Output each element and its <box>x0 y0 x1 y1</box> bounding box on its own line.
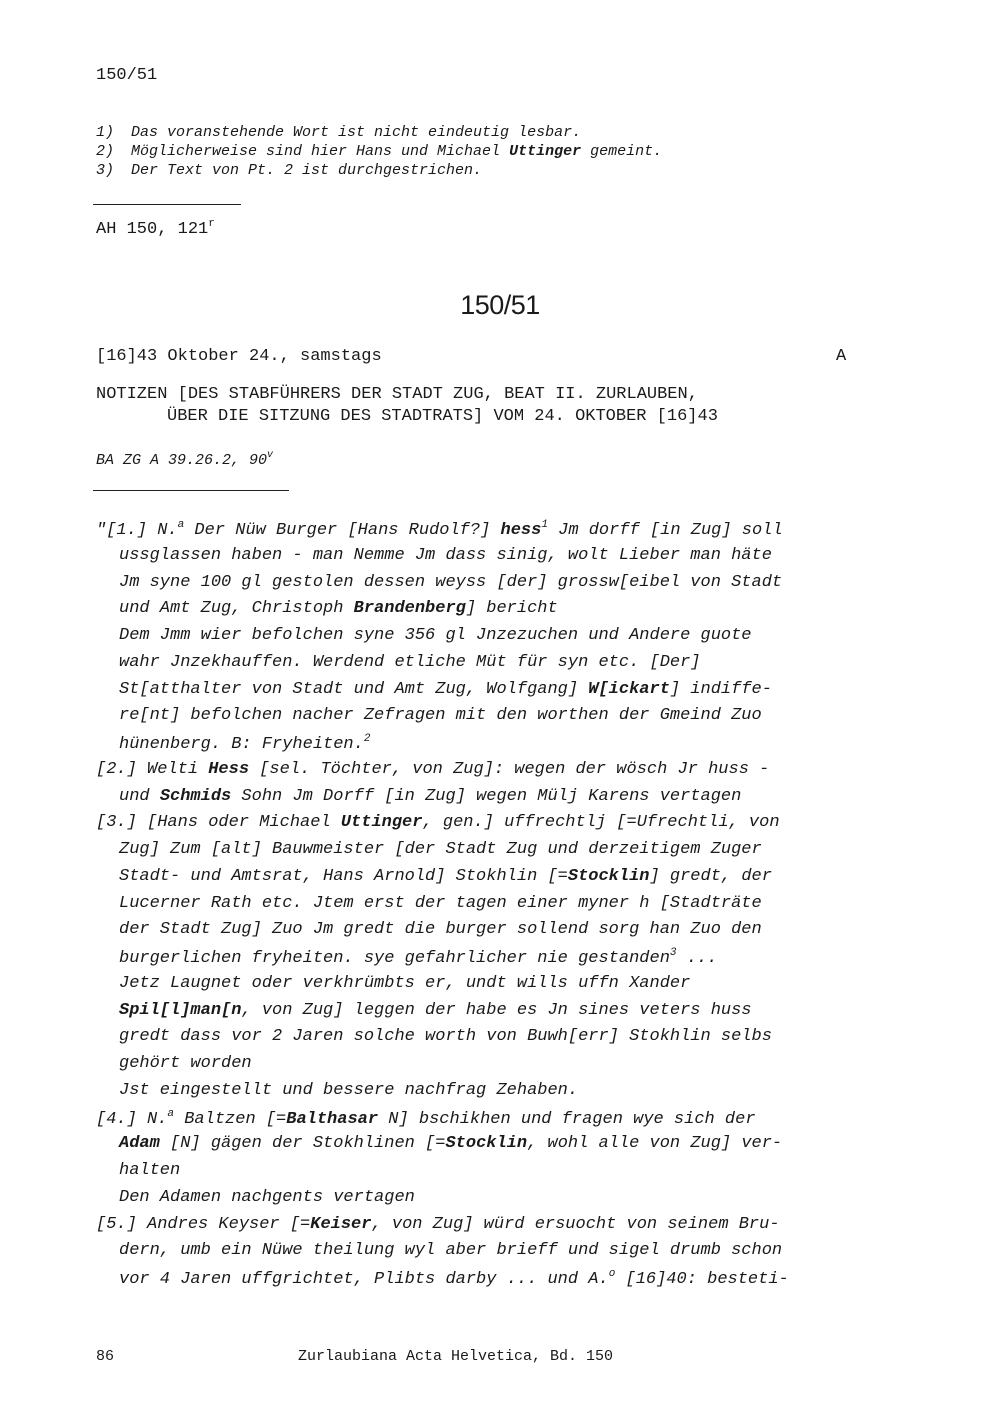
text-run: ] gredt, der <box>649 866 772 886</box>
text-run: Stadt- und Amtsrat, Hans Arnold] Stokhlin [= <box>119 866 568 886</box>
text-line <box>119 840 762 859</box>
text-run: vor 4 Jaren uffgrichtet, Plibts darby ... und A. <box>119 1270 609 1289</box>
text-run: [4.] N. <box>96 1109 168 1129</box>
superscript: o <box>608 1268 616 1280</box>
text-line <box>119 1188 415 1207</box>
text-run: Jm dorff [in Zug] soll <box>547 521 783 540</box>
text-line <box>119 1134 782 1153</box>
text-line <box>119 867 772 886</box>
bold-name: Uttinger <box>509 143 582 160</box>
document-date: [16]43 Oktober 24., samstags <box>96 347 382 366</box>
text-run: Der Nüw Burger [Hans Rudolf?] <box>184 521 501 540</box>
text-run: [5.] Andres Keyser [= <box>96 1214 311 1234</box>
text-run: St[atthalter von Stadt und Amt Zug, Wolfgang] <box>119 679 589 699</box>
document-heading-line-2: ÜBER DIE SITZUNG DES STADTRATS] VOM 24. OKTOBER [16]43 <box>167 407 718 426</box>
text-line <box>119 787 741 806</box>
bold-name: Stocklin <box>567 866 650 886</box>
document-letter: A <box>836 347 847 366</box>
text-run: der Stadt Zug] Zuo Jm gredt die burger sollend sorg han Zuo den <box>119 920 762 940</box>
footnote-number: 2) <box>96 143 115 160</box>
running-header: 150/51 <box>96 66 158 85</box>
text-line <box>119 894 762 913</box>
text-run: Möglicherweise sind hier Hans und Michael <box>131 143 510 160</box>
text-run: halten <box>119 1161 181 1180</box>
text-run: Jetz Laugnet oder verkhrümbts er, undt wills uffn Xander <box>119 973 691 993</box>
text-run: re[nt] befolchen nacher Zefragen mit den worthen der Gmeind Zuo <box>119 706 762 726</box>
text-line <box>119 599 558 618</box>
text-run: und Amt Zug, Christoph <box>119 599 354 619</box>
superscript: 3 <box>669 947 677 959</box>
text-run: , von Zug] leggen der habe es Jn sines veters huss <box>241 1000 752 1020</box>
text-run: , von Zug] würd ersuocht von seinem Bru- <box>371 1214 780 1234</box>
text-run: gemeint. <box>581 143 663 160</box>
text-line <box>119 546 772 565</box>
text-run: [3.] [Hans oder Michael <box>96 813 341 833</box>
text-line <box>119 1268 789 1289</box>
text-line <box>119 653 701 672</box>
publication-title: Zurlaubiana Acta Helvetica, Bd. 150 <box>298 1348 614 1365</box>
text-run: wahr Jnzekhauffen. Werdend etliche Müt für syn etc. [Der] <box>119 652 701 672</box>
text-run: Baltzen [= <box>174 1109 287 1129</box>
text-line <box>119 706 762 725</box>
bold-name: Keiser <box>310 1214 372 1234</box>
text-run: N] bschikhen und fragen wye sich der <box>378 1109 756 1129</box>
archive-source: BA ZG A 39.26.2, 90$^v$ <box>96 450 274 469</box>
text-run: Den Adamen nachgents vertagen <box>119 1187 415 1207</box>
text-run: , gen.] uffrechtlj [=Ufrechtli, von <box>422 813 780 833</box>
text-line <box>96 1108 756 1129</box>
bold-name: Balthasar <box>286 1109 379 1129</box>
text-run: dern, umb ein Nüwe theilung wyl aber brieff und sigel drumb schon <box>119 1241 783 1261</box>
superscript: 2 <box>363 733 371 745</box>
text-run: "[1.] N. <box>96 521 178 540</box>
bold-name: Hess <box>208 759 250 779</box>
text-run: ] bericht <box>465 599 558 619</box>
footnote-text <box>131 124 581 141</box>
bold-name: Brandenberg <box>353 599 466 619</box>
superscript: a <box>167 1107 175 1120</box>
text-line <box>119 1161 180 1180</box>
text-run: gredt dass vor 2 Jaren solche worth von Buwh[err] Stokhlin selbs <box>119 1027 772 1047</box>
text-run: , wohl alle von Zug] ver- <box>527 1134 783 1154</box>
text-line <box>96 760 769 779</box>
text-run: Jm syne 100 gl gestolen dessen weyss [der] grossw[eibel von Stadt <box>119 572 783 592</box>
text-line <box>96 519 783 540</box>
text-run: burgerlichen fryheiten. sye gefahrlicher nie gestanden <box>119 949 670 968</box>
bold-name: Spil[l]man[n <box>119 1000 242 1020</box>
source-divider <box>93 490 289 491</box>
text-line <box>119 1027 772 1046</box>
bold-name: Schmids <box>159 786 232 806</box>
text-run: Jst eingestellt und bessere nachfrag Zehaben. <box>119 1080 579 1100</box>
text-run: Sohn Jm Dorff [in Zug] wegen Mülj Karens vertagen <box>231 786 742 806</box>
superscript: 1 <box>541 519 548 531</box>
text-run: ] indiffe- <box>669 679 772 699</box>
text-run: [N] gägen der Stokhlinen [= <box>159 1134 446 1154</box>
text-line <box>119 680 772 699</box>
text-run: Zug] Zum [alt] Bauwmeister [der Stadt Zug und derzeitigem Zuger <box>119 840 762 859</box>
text-line <box>119 573 782 592</box>
text-run: Der Text von Pt. 2 ist durchgestrichen. <box>131 162 483 179</box>
text-line <box>119 920 762 939</box>
document-heading-line-1: NOTIZEN [DES STABFÜHRERS DER STADT ZUG, BEAT II. ZURLAUBEN, <box>96 385 698 404</box>
text-run: ... <box>676 949 718 968</box>
text-line <box>119 1241 782 1260</box>
superscript: a <box>177 519 185 531</box>
footnote-text <box>131 162 482 179</box>
footnote-divider <box>93 204 241 205</box>
bold-name: Stocklin <box>445 1134 528 1154</box>
page-number: 86 <box>96 1348 115 1365</box>
text-line <box>119 626 752 645</box>
footnote-number: 3) <box>96 162 115 179</box>
text-run: Das voranstehende Wort ist nicht eindeutig lesbar. <box>131 124 582 141</box>
text-run: [sel. Töchter, von Zug]: wegen der wösch Jr huss - <box>249 759 770 779</box>
text-run: hünenberg. B: Fryheiten. <box>119 735 364 754</box>
bold-name: W[ickart <box>588 679 670 699</box>
text-line <box>119 947 717 968</box>
text-run: Dem Jmm wier befolchen syne 356 gl Jnzezuchen und Andere guote <box>119 626 752 645</box>
text-run: und <box>119 786 160 806</box>
text-line <box>96 1215 780 1234</box>
bold-name: Uttinger <box>340 813 423 833</box>
text-run: Lucerner Rath etc. Jtem erst der tagen einer myner h [Stadträte <box>119 893 762 913</box>
text-run: ussglassen haben - man Nemme Jm dass sinig, wolt Lieber man häte <box>119 545 772 565</box>
text-line <box>119 1054 252 1073</box>
text-run: [16]40: besteti- <box>615 1270 789 1289</box>
footnote-text <box>131 143 662 160</box>
document-number: 150/51 <box>460 290 540 320</box>
text-line <box>119 974 690 993</box>
text-line <box>96 813 780 832</box>
text-run: [2.] Welti <box>96 759 209 779</box>
text-line <box>119 1001 752 1020</box>
text-line <box>119 1081 578 1100</box>
text-line <box>119 733 370 754</box>
text-run: gehört worden <box>119 1054 252 1073</box>
previous-source-reference: AH 150, 121$^r$ <box>96 218 215 239</box>
bold-name: hess <box>500 521 542 540</box>
bold-name: Adam <box>119 1134 160 1154</box>
footnote-number: 1) <box>96 124 115 141</box>
